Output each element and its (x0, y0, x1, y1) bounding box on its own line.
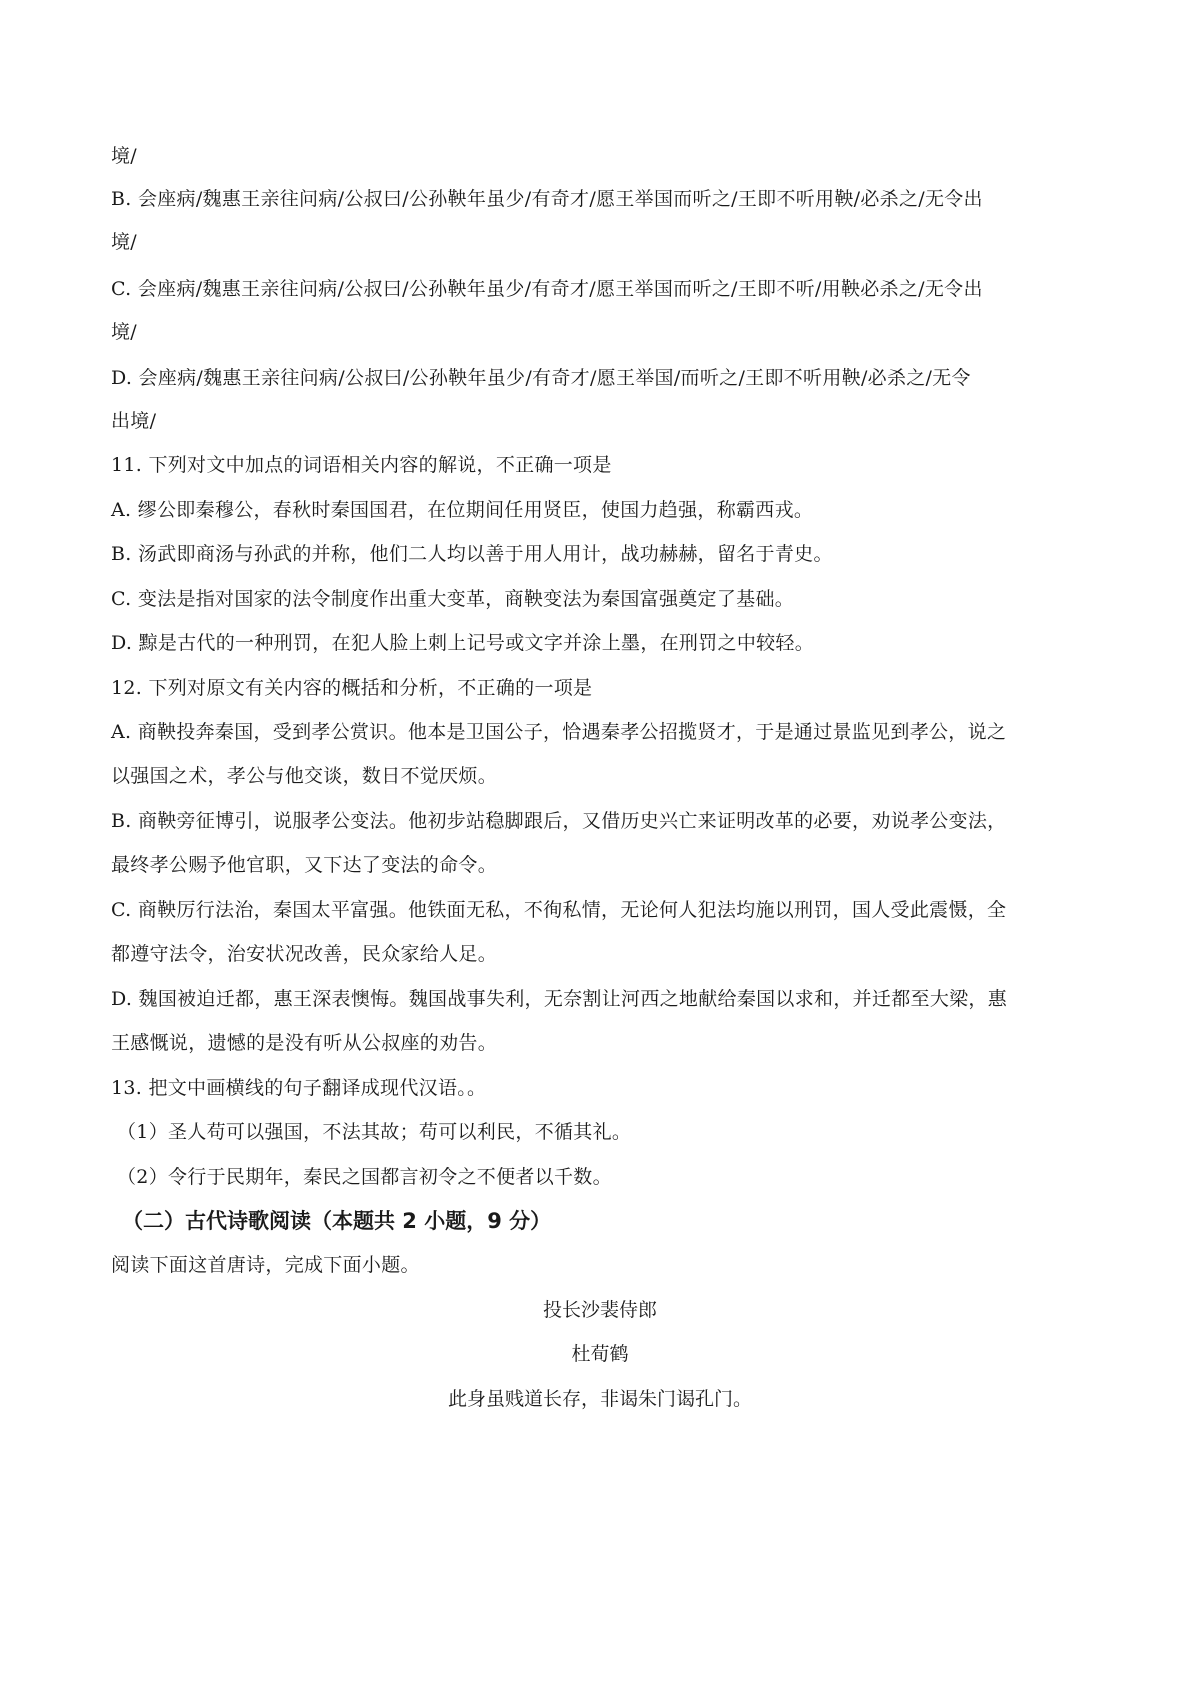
section-heading: （二）古代诗歌阅读（本题共 2 小题，9 分） (122, 1209, 552, 1233)
question-13: 13. 把文中画横线的句子翻译成现代汉语。。 (111, 1077, 487, 1099)
q11-option-b: B. 汤武即商汤与孙武的并称，他们二人均以善于用人用计，战功赫赫，留名于青史。 (111, 543, 833, 565)
q11-option-a: A. 缪公即秦穆公，春秋时秦国国君，在位期间任用贤臣，使国力趋强，称霸西戎。 (111, 499, 814, 521)
option-c-line-2: 境/ (111, 321, 138, 343)
q11-option-d: D. 黥是古代的一种刑罚，在犯人脸上刺上记号或文字并涂上墨，在刑罚之中较轻。 (111, 632, 815, 654)
q12-option-c-line-1: C. 商鞅厉行法治，秦国太平富强。他铁面无私，不徇私情，无论何人犯法均施以刑罚，国人受此震慑，全 (111, 899, 1007, 921)
poem-author: 杜荀鹤 (571, 1343, 629, 1365)
q13-sentence-1: （1）圣人苟可以强国，不法其故；苟可以利民，不循其礼。 (117, 1121, 632, 1143)
option-d-line-1: D. 会座病/魏惠王亲往问病/公叔曰/公孙鞅年虽少/有奇才/愿王举国/而听之/王即不听用鞅/必杀之/无令 (111, 367, 971, 389)
option-b-line-1: B. 会座病/魏惠王亲往问病/公叔曰/公孙鞅年虽少/有奇才/愿王举国而听之/王即不听用鞅/必杀之/无令出 (111, 188, 983, 210)
q12-option-a-line-2: 以强国之术，孝公与他交谈，数日不觉厌烦。 (111, 765, 498, 787)
q12-option-b-line-2: 最终孝公赐予他官职，又下达了变法的命令。 (111, 854, 498, 876)
q11-option-c: C. 变法是指对国家的法令制度作出重大变革，商鞅变法为秦国富强奠定了基础。 (111, 588, 795, 610)
poem-title: 投长沙裴侍郎 (542, 1299, 657, 1321)
q12-option-c-line-2: 都遵守法令，治安状况改善，民众家给人足。 (111, 943, 498, 965)
q12-option-d-line-1: D. 魏国被迫迁都，惠王深表懊悔。魏国战事失利，无奈割让河西之地献给秦国以求和，并迁都至大梁，惠 (111, 988, 1008, 1010)
q12-option-b-line-1: B. 商鞅旁征博引，说服孝公变法。他初步站稳脚跟后，又借历史兴亡来证明改革的必要，劝说孝公变法， (111, 810, 1007, 832)
instruction-text: 阅读下面这首唐诗，完成下面小题。 (111, 1254, 420, 1276)
q12-option-d-line-2: 王感慨说，遗憾的是没有听从公叔座的劝告。 (111, 1032, 498, 1054)
question-11: 11. 下列对文中加点的词语相关内容的解说，不正确一项是 (111, 454, 612, 476)
q13-sentence-2: （2）令行于民期年，秦民之国都言初令之不便者以千数。 (117, 1166, 612, 1188)
poem-line: 此身虽贱道长存，非谒朱门谒孔门。 (447, 1388, 752, 1410)
q12-option-a-line-1: A. 商鞅投奔秦国，受到孝公赏识。他本是卫国公子，恰遇秦孝公招揽贤才，于是通过景监见到孝公，说之 (111, 721, 1007, 743)
option-d-line-2: 出境/ (111, 410, 157, 432)
option-b-line-2: 境/ (111, 231, 138, 253)
option-c-line-1: C. 会座病/魏惠王亲往问病/公叔曰/公孙鞅年虽少/有奇才/愿王举国而听之/王即不听/用鞅必杀之/无令出 (111, 278, 983, 300)
text-line: 境/ (111, 145, 138, 167)
question-12: 12. 下列对原文有关内容的概括和分析，不正确的一项是 (111, 677, 593, 699)
